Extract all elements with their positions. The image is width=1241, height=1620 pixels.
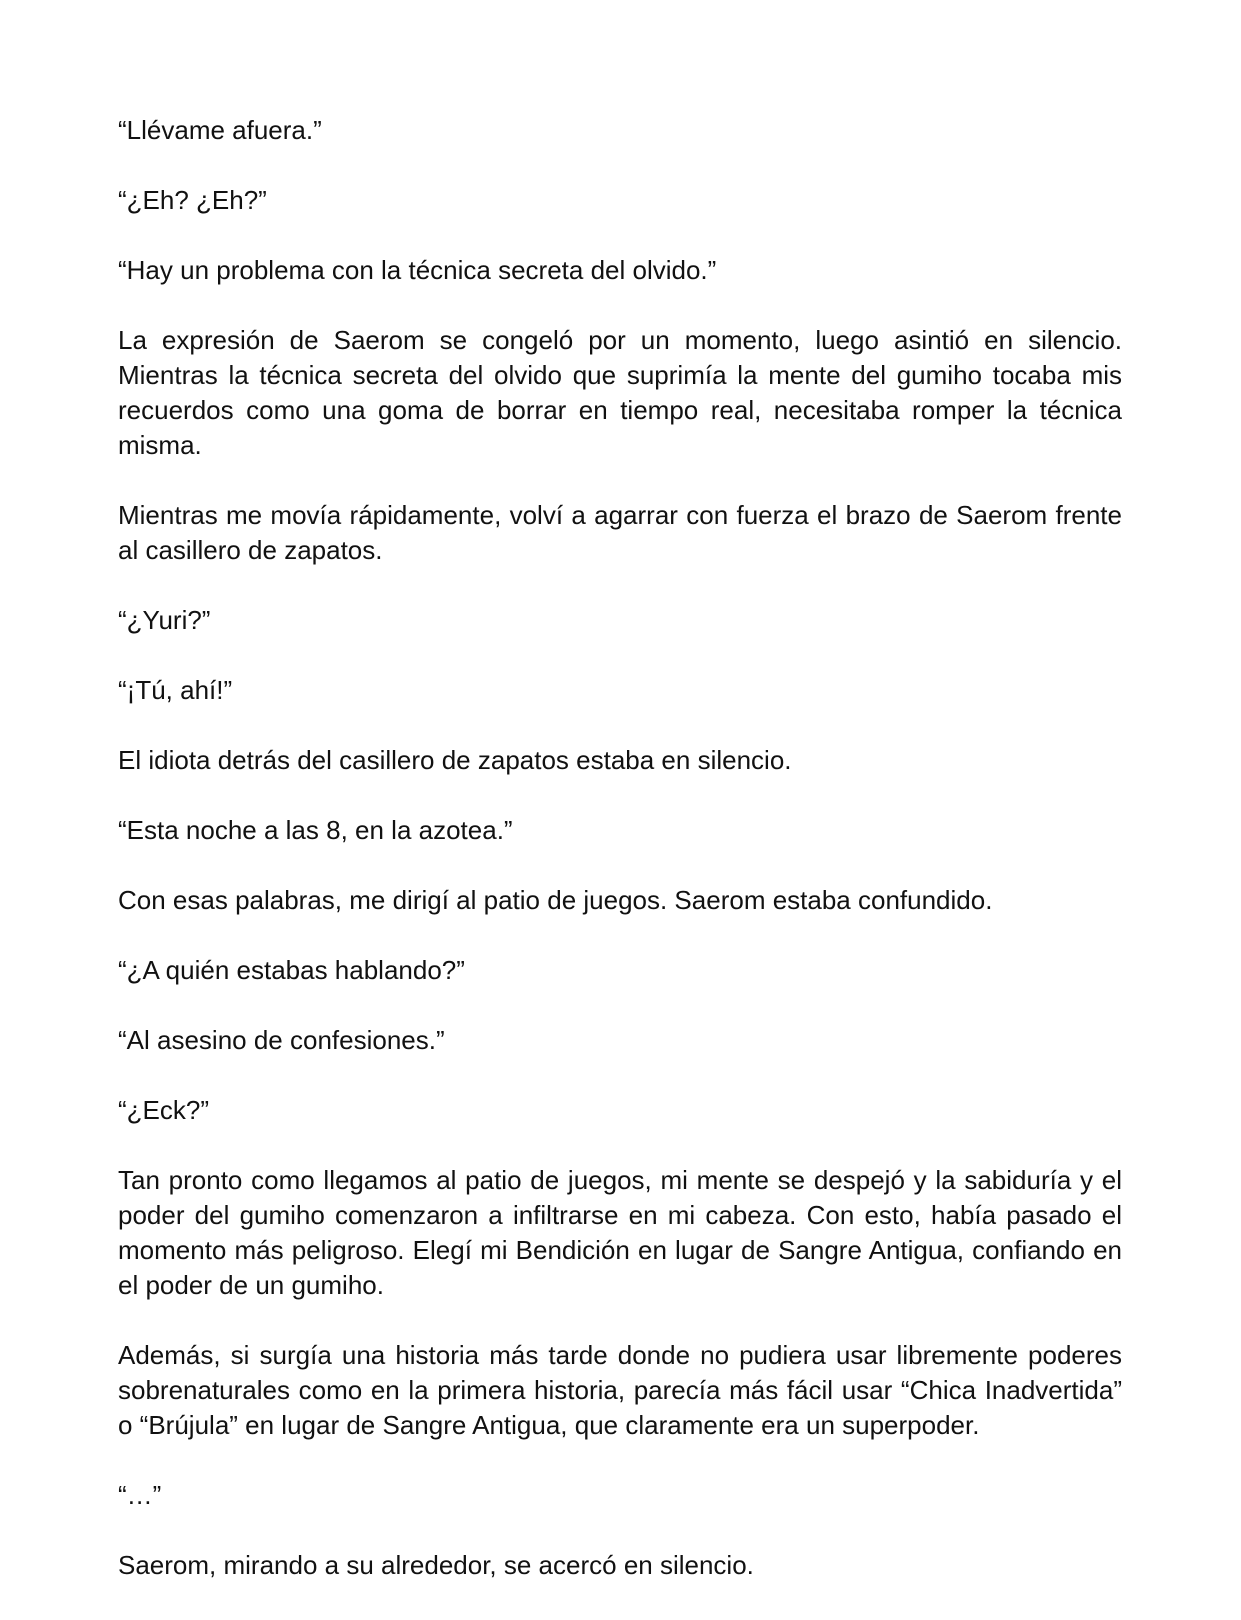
paragraph: “¿Yuri?” [118, 605, 211, 635]
paragraph: “Llévame afuera.” [118, 115, 322, 145]
paragraph: “Esta noche a las 8, en la azotea.” [118, 815, 513, 845]
paragraph: “¡Tú, ahí!” [118, 675, 233, 705]
paragraph: El idiota detrás del casillero de zapatos estaba en silencio. [118, 745, 792, 775]
document-page [118, 113, 1122, 1618]
paragraph: Con esas palabras, me dirigí al patio de juegos. Saerom estaba confundido. [118, 885, 993, 915]
paragraph: “Al asesino de confesiones.” [118, 1025, 445, 1055]
paragraph: Además, si surgía una historia más tarde donde no pudiera usar libremente poderes sobrenaturales como en la primera historia, parecía más fácil usar “Chica Inadvertida” o “Brújula” en lugar de Sangre Antigua, que claramente era un superpoder. [118, 1340, 1122, 1440]
paragraph: “¿Eh? ¿Eh?” [118, 185, 267, 215]
paragraph: Saerom, mirando a su alrededor, se acercó en silencio. [118, 1550, 754, 1580]
paragraph: Mientras me movía rápidamente, volví a agarrar con fuerza el brazo de Saerom frente al casillero de zapatos. [118, 500, 1122, 565]
paragraph: “¿A quién estabas hablando?” [118, 955, 465, 985]
paragraph: “¿Eck?” [118, 1095, 209, 1125]
paragraph: Tan pronto como llegamos al patio de juegos, mi mente se despejó y la sabiduría y el poder del gumiho comenzaron a infiltrarse en mi cabeza. Con esto, había pasado el momento más peligroso. Elegí mi Bendición en lugar de Sangre Antigua, confiando en el poder de un gumiho. [118, 1165, 1122, 1300]
paragraph: La expresión de Saerom se congeló por un momento, luego asintió en silencio. Mientras la técnica secreta del olvido que suprimía la mente del gumiho tocaba mis recuerdos como una goma de borrar en tiempo real, necesitaba romper la técnica misma. [118, 325, 1122, 460]
paragraph: “Hay un problema con la técnica secreta del olvido.” [118, 255, 717, 285]
paragraph: “…” [118, 1480, 162, 1510]
